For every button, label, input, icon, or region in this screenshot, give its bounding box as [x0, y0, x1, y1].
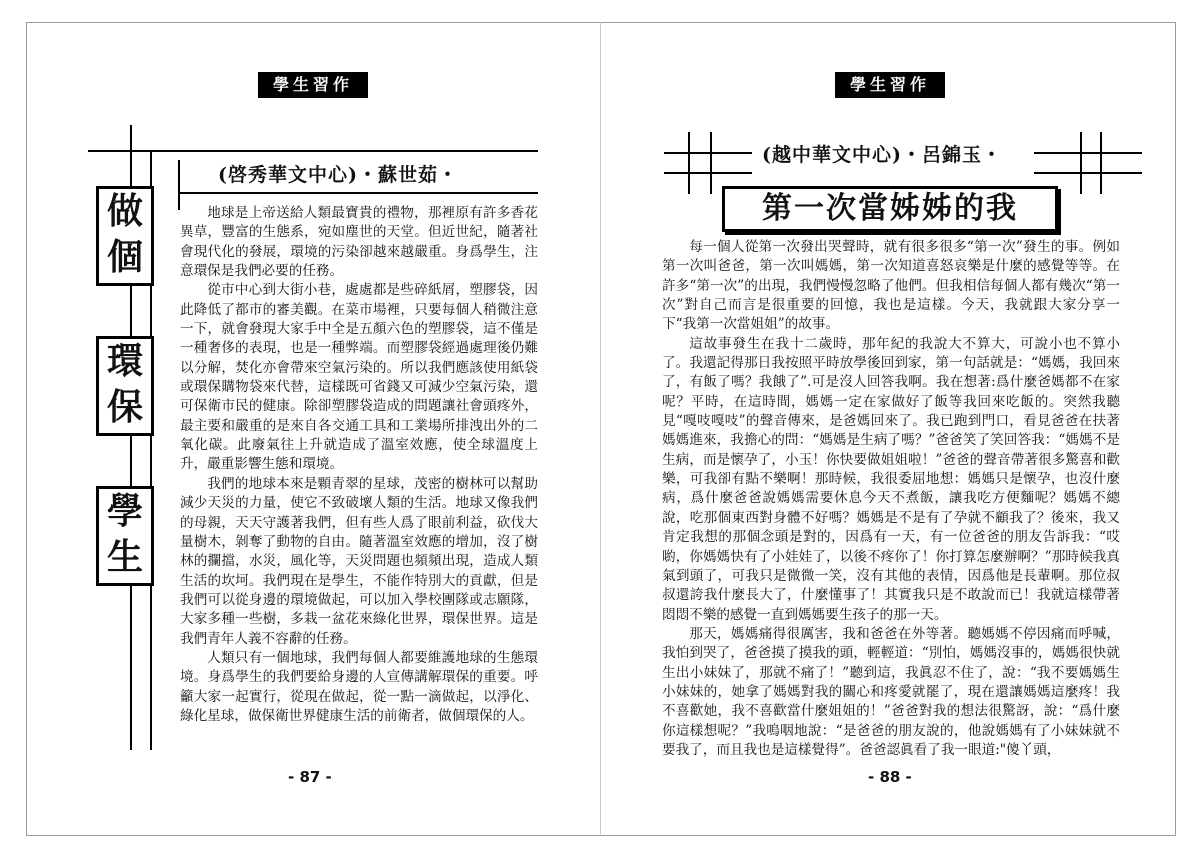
right-header-label: 學生習作: [835, 72, 945, 98]
left-paragraph: 從市中心到大街小巷，處處都是些碎紙屑，塑膠袋，因此降低了都市的審美觀。在菜市場裡，只要每個人稍微注意一下，就會發現大家手中全是五顏六色的塑膠袋，這不僅是一種奢侈的表現，也是一種弊端。而塑膠袋經過處理後仍難以分解，焚化亦會帶來空氣污染的。所以我們應該使用紙袋或環保購物袋來代替，這樣既可省錢又可減少空氣污染，還可保衛市民的健康。除卻塑膠袋造成的問題讓社會頭疼外，最主要和嚴重的是來自各交通工具和工業場所排洩出外的二氧化碳。此廢氣往上升就造成了溫室效應，使全球溫度上升，嚴重影響生態和環境。: [180, 282, 538, 473]
title-char: 個: [106, 237, 143, 278]
title-char: 做: [106, 191, 143, 232]
right-frame-vline-right-2: [1100, 132, 1102, 194]
right-page-number: - 88 -: [868, 768, 912, 786]
right-paragraph: 每一個人從第一次發出哭聲時，就有很多很多“第一次”發生的事。例如第一次叫爸爸，第一次叫媽媽，第一次知道喜怒哀樂是什麼的感覺等等。在許多“第一次”的出現，我們慢慢忽略了他們。但我相信每個人都有幾次“第一次”對自己而言是很重要的回憶，我也是這樣。今天，我就跟大家分享一下“我第一次當姐姐”的故事。: [662, 239, 1120, 333]
left-title-box-3: [96, 486, 154, 586]
left-page-number: - 87 -: [288, 768, 332, 786]
right-frame-hline-left-2: [664, 172, 752, 174]
left-body: [180, 204, 538, 726]
left-paragraph: 我們的地球本來是顆青翠的星球，茂密的樹林可以幫助減少天災的力量，使它不致破壞人類的生活。地球又像我們的母親，天天守護著我們，但有些人爲了眼前利益，砍伐大量樹木，剝奪了動物的自由。隨著溫室效應的增加，沒了樹林的攔擋，水災，風化等，天災問題也頻頻出現，造成人類生活的坎坷。我們現在是學生，不能作特別大的貢獻，但是我們可以從身邊的環境做起，可以加入學校團隊或志願隊，大家多種一些樹，多栽一盆花來綠化世界，環保世界。這是我們青年人義不容辭的任務。: [180, 475, 538, 647]
left-frame-hline-rule: [178, 192, 538, 194]
left-paragraph: 人類只有一個地球，我們每個人都要維護地球的生態環境。身爲學生的我們要給身邊的人宣傳講解環保的重要。呼籲大家一起實行，從現在做起，從一點一滴做起，以淨化、綠化星球，做保衛世界健康生活的前衛者，做個環保的人。: [180, 649, 538, 724]
title-char: 保: [106, 387, 143, 428]
title-char: 學: [106, 491, 143, 532]
right-paragraph: 這故事發生在我十二歲時，那年紀的我說大不算大，可說小也不算小了。我還記得那日我按照平時放學後回到家，第一句話就是：“媽媽，我回來了，有飯了嗎？我餓了”.可是沒人回答我啊。我在想著:爲什麼爸媽都不在家呢？平時，在這時間，媽媽一定在家做好了飯等我回來吃飯的。突然我聽見“嘎吱嘎吱”的聲音傳來，是爸媽回來了。我已跑到門口，看見爸爸在扶著媽媽進來，我擔心的問：“媽媽是生病了嗎？”爸爸笑了笑回答我：“媽媽不是生病，而是懷孕了，小玉！你快要做姐姐啦！”爸爸的聲音帶著很多驚喜和歡樂，可我卻有點不樂啊！那時候，我很委屈地想：媽媽只是懷孕，也沒什麼病，爲什麼爸爸說媽媽需要休息今天不煮飯，讓我吃方便麵呢？媽媽不總說，吃那個東西對身體不好嗎？媽媽是不是有了孕就不顧我了？後來，我又肯定我想的那個念頭是對的，因爲有一天，有一位爸爸的朋友告訴我：“哎喲，你媽媽快有了小娃娃了，以後不疼你了！你打算怎麼辦啊？”那時候我真氣到頭了，可我只是微微一笑，沒有其他的表情，因爲他是長輩啊。那位叔叔還誇我什麼長大了，什麼懂事了！其實我只是不敢說而已！我就這樣帶著悶悶不樂的感覺一直到媽媽要生孩子的那一天。: [662, 335, 1120, 623]
right-paragraph: 那天，媽媽痛得很厲害，我和爸爸在外等著。聽媽媽不停因痛而呼喊，我怕到哭了，爸爸摸了摸我的頭，輕輕道：“別怕，媽媽沒事的，媽媽很快就生出小妹妹了，那就不痛了！”聽到這，我眞忍不住了，說：“我不要媽媽生小妹妹的，她拿了媽媽對我的關心和疼愛就罷了，現在還讓媽媽這麼疼！我不喜歡她，我不喜歡當什麼姐姐的！”爸爸對我的想法很驚訝，說：“爲什麼你這樣想呢？”我嗚咽地說：“是爸爸的朋友說的，他說媽媽有了小妹妹就不要我了，而且我也是這樣覺得”。爸爸認眞看了我一眼道:"傻丫頭，: [662, 625, 1120, 758]
page-gutter: [600, 22, 601, 834]
left-title-box-1: [96, 186, 154, 286]
right-frame-vline-right-1: [1080, 132, 1082, 194]
title-char: 環: [106, 341, 143, 382]
title-char: 生: [106, 537, 143, 578]
right-frame-vline-left-2: [710, 132, 712, 194]
right-author-line: (越中華文中心)・呂錦玉・: [762, 144, 1002, 166]
left-header-label: 學生習作: [258, 72, 368, 98]
right-frame-hline-right-1: [1034, 152, 1142, 154]
right-title: 第一次當姊姊的我: [722, 186, 1058, 232]
left-frame-rule-tick: [178, 160, 180, 210]
left-paragraph: 地球是上帝送給人類最寶貴的禮物，那裡原有許多香花異草，豐富的生態系，宛如塵世的天堂。但近世紀，隨著社會現代化的發展，環境的污染卻越來越嚴重。身爲學生，注意環保是我們必要的任務。: [180, 205, 538, 280]
left-title-box-2: [96, 336, 154, 436]
right-body: [662, 238, 1120, 760]
right-frame-hline-left-1: [664, 152, 752, 154]
right-frame-vline-left-1: [688, 132, 690, 194]
right-frame-hline-right-2: [1034, 172, 1142, 174]
left-frame-hline-top: [88, 150, 538, 152]
left-author-line: (啓秀華文中心)・蘇世茹・: [218, 164, 458, 186]
